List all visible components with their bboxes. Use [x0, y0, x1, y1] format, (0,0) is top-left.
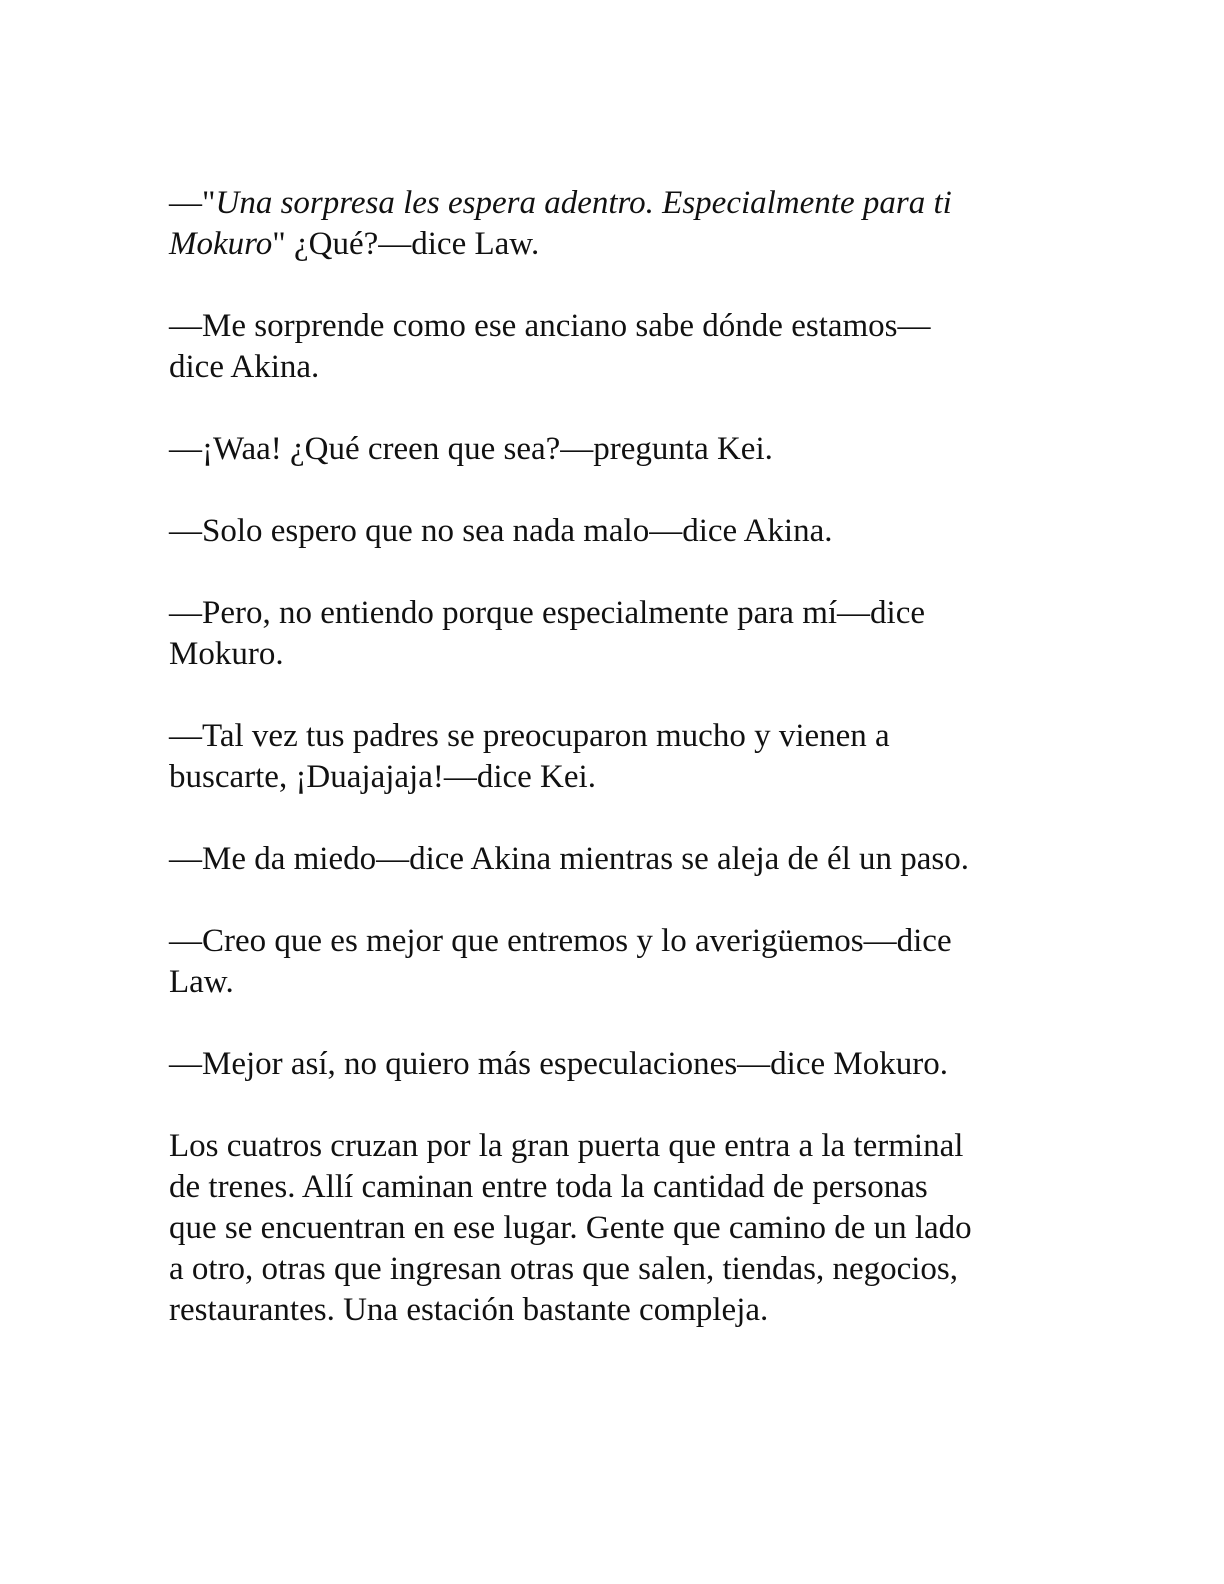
text-line — [169, 1044, 1049, 1085]
paragraph — [169, 593, 1049, 675]
text-line — [169, 1249, 1049, 1290]
italic-text: Mokuro — [169, 226, 273, 262]
text-run: Los cuatros cruzan por la gran puerta que entra a la terminal — [169, 1128, 964, 1164]
text-run: —Creo que es mejor que entremos y lo averigüemos—dice — [169, 923, 952, 959]
body-text — [169, 183, 1049, 1331]
paragraph — [169, 306, 1049, 388]
text-line — [169, 921, 1049, 962]
italic-text: Una sorpresa les espera adentro. Especialmente para ti — [215, 185, 952, 221]
text-run: que se encuentran en ese lugar. Gente que camino de un lado — [169, 1210, 972, 1246]
text-line — [169, 593, 1049, 634]
text-line — [169, 716, 1049, 757]
text-run: —Solo espero que no sea nada malo—dice Akina. — [169, 513, 833, 549]
text-line — [169, 429, 1049, 470]
text-line — [169, 1167, 1049, 1208]
text-run: —Me da miedo—dice Akina mientras se aleja de él un paso. — [169, 841, 970, 877]
text-run: dice Akina. — [169, 349, 320, 385]
paragraph — [169, 839, 1049, 880]
text-run: restaurantes. Una estación bastante compleja. — [169, 1292, 769, 1328]
text-line — [169, 1208, 1049, 1249]
text-line — [169, 839, 1049, 880]
text-line — [169, 224, 1049, 265]
text-run: —Pero, no entiendo porque especialmente para mí—dice — [169, 595, 925, 631]
text-run: —Me sorprende como ese anciano sabe dónde estamos— — [169, 308, 931, 344]
text-line — [169, 757, 1049, 798]
text-run: buscarte, ¡Duajajaja!—dice Kei. — [169, 759, 596, 795]
text-line — [169, 1290, 1049, 1331]
text-line — [169, 962, 1049, 1003]
paragraph — [169, 921, 1049, 1003]
text-run: " ¿Qué?—dice Law. — [272, 226, 540, 262]
text-run: —Mejor así, no quiero más especulaciones—dice Mokuro. — [169, 1046, 948, 1082]
text-line — [169, 183, 1049, 224]
text-run: —¡Waa! ¿Qué creen que sea?—pregunta Kei. — [169, 431, 773, 467]
paragraph — [169, 429, 1049, 470]
text-line — [169, 347, 1049, 388]
paragraph — [169, 511, 1049, 552]
text-run: a otro, otras que ingresan otras que salen, tiendas, negocios, — [169, 1251, 959, 1287]
paragraph — [169, 1126, 1049, 1331]
text-run: —Tal vez tus padres se preocuparon mucho y vienen a — [169, 718, 890, 754]
text-run: Law. — [169, 964, 234, 1000]
text-run: Mokuro. — [169, 636, 284, 672]
paragraph — [169, 183, 1049, 265]
text-line — [169, 306, 1049, 347]
text-run: —" — [169, 185, 216, 221]
paragraph — [169, 716, 1049, 798]
paragraph — [169, 1044, 1049, 1085]
text-line — [169, 634, 1049, 675]
text-run: de trenes. Allí caminan entre toda la cantidad de personas — [169, 1169, 928, 1205]
text-line — [169, 511, 1049, 552]
text-line — [169, 1126, 1049, 1167]
